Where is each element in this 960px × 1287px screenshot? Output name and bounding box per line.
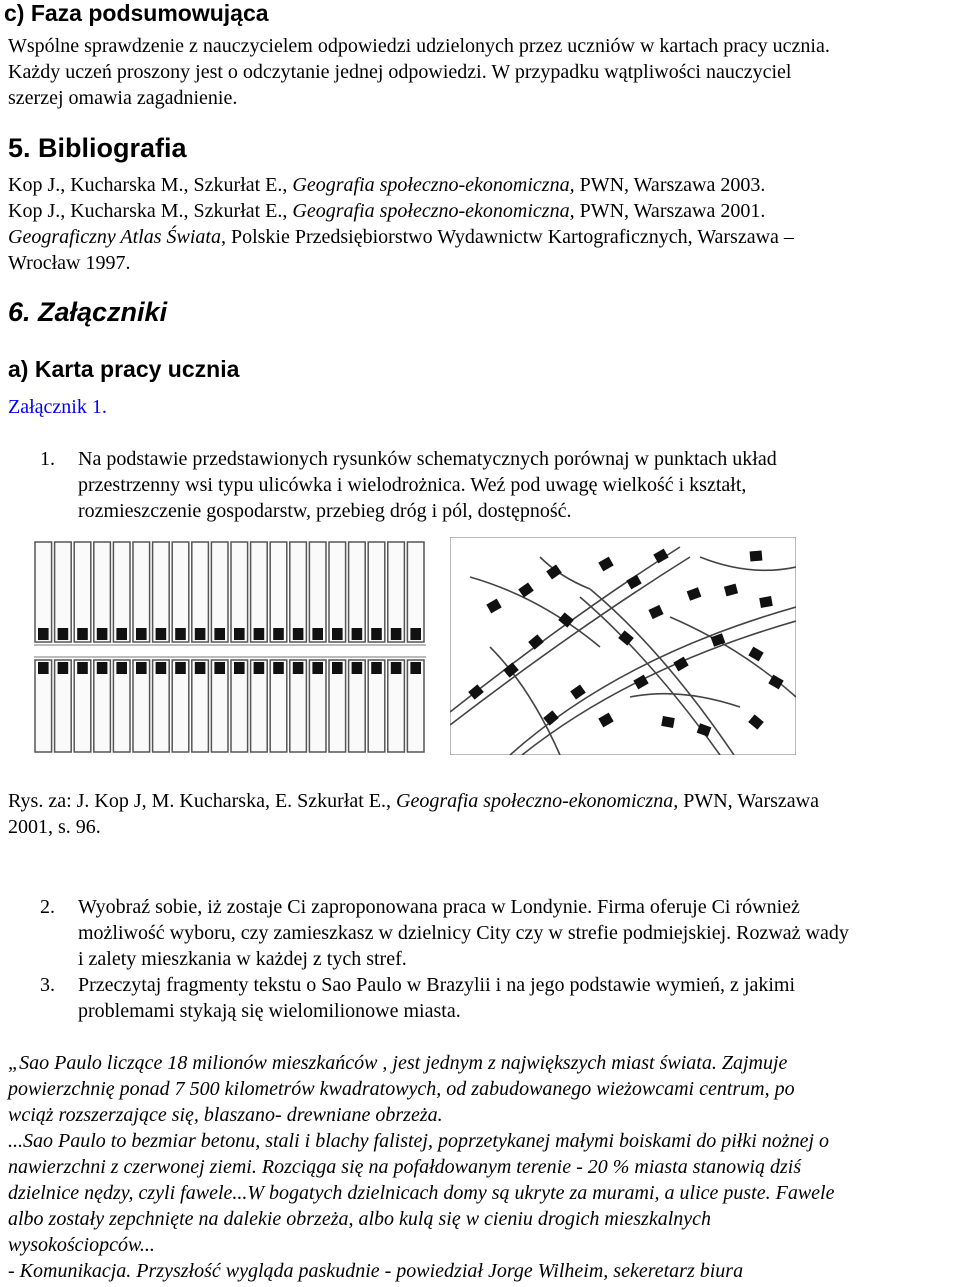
field-strip [309,542,326,642]
farmstead [410,662,421,674]
field-strip [329,542,346,642]
farmstead [136,628,147,640]
bibliography-atlas-rest: , Polskie Przedsiębiorstwo Wydawnictw Kartograficznych, Warszawa – [220,226,794,248]
field-strip [270,542,287,642]
farmstead [391,628,402,640]
farmstead [254,628,265,640]
quote-line-9 [8,1258,743,1284]
farmstead [293,662,304,674]
bibliography-atlas-line-2: Wrocław 1997. [8,252,131,274]
task-1-line-2: przestrzenny wsi typu ulicówka i wielodrożnica. Weź pod uwagę wielkość i kształt, [78,474,747,496]
farmstead [234,662,245,674]
farmstead [175,662,186,674]
farmstead [58,662,69,674]
field-strip [192,542,209,642]
farmstead [156,628,167,640]
farmstead [58,628,69,640]
quote-line-7-text: albo zostały zepchnięte na dalekie obrzeża, albo kulą się w cieniu drogich mieszkalnych [8,1208,712,1230]
farmstead [254,662,265,674]
farmstead [371,662,382,674]
quote-line-5 [8,1154,801,1180]
section-c-heading: c) Faza podsumowująca [4,0,269,26]
section-c-line-1: Wspólne sprawdzenie z nauczycielem odpowiedzi udzielonych przez uczniów w kartach pracy ucznia. [8,35,830,57]
task-1-line-1: Na podstawie przedstawionych rysunków schematycznych porównaj w punktach układ [78,448,777,470]
task-2-line-1: Wyobraź sobie, iż zostaje Ci zaproponowana praca w Londynie. Firma oferuje Ci również [78,896,800,918]
bibliography-entry-2-rest: PWN, Warszawa 2001. [574,200,766,222]
quote-line-1-text: „Sao Paulo liczące 18 milionów mieszkańców , jest jednym z największych miast świata. Zajmuje [8,1052,788,1074]
farmstead [332,662,343,674]
task-1-number: 1. [40,448,55,470]
quote-line-8 [8,1232,155,1258]
farmstead [410,628,421,640]
farmstead [214,628,225,640]
farmstead [77,628,88,640]
field-strip [94,542,111,642]
bibliography-entry-1 [8,172,765,198]
farmstead [352,662,363,674]
field-strip [35,542,52,642]
farmstead [116,662,127,674]
farmstead [97,628,108,640]
attachments-heading [8,297,167,328]
task-2-line-2: możliwość wyboru, czy zamieszkasz w dzielnicy City czy w strefie podmiejskiej. Rozważ wady [78,922,849,944]
figure-caption-title: Geografia społeczno-ekonomiczna, [396,790,679,812]
ulicowka-village-diagram [34,540,426,754]
section-c-line-3: szerzej omawia zagadnienie. [8,87,238,109]
figure-caption-line-1 [8,788,819,814]
bibliography-entry-2-authors: Kop J., Kucharska M., Szkurłat E., [8,200,293,222]
quote-line-3 [8,1102,443,1128]
field-strip [231,542,248,642]
field-strip [349,542,366,642]
quote-line-6-text: dzielnice nędzy, czyli fawele...W bogatych dzielnicach domy są ukryte za murami, a ulice puste. Fawele [8,1182,835,1204]
farmstead [175,628,186,640]
quote-line-7 [8,1206,711,1232]
quote-line-4-text: ...Sao Paulo to bezmiar betonu, stali i blachy falistej, poprzetykanej małymi boiskami do piłki nożnej o [8,1130,830,1152]
task-3-line-2: problemami stykają się wielomilionowe miasta. [78,1000,461,1022]
task-1-line-3: rozmieszczenie gospodarstw, przebieg dróg i pól, dostępność. [78,500,572,522]
farmstead [352,628,363,640]
figure-caption-prefix: Rys. za: J. Kop J, M. Kucharska, E. Szkurłat E., [8,790,397,812]
quote-line-8-text: wysokościopców... [8,1234,155,1256]
quote-line-6 [8,1180,834,1206]
farmstead [312,628,323,640]
section-c-line-2: Każdy uczeń proszony jest o odczytanie jednej odpowiedzi. W przypadku wątpliwości nauczyciel [8,61,792,83]
farmstead [97,662,108,674]
field-strip [290,542,307,642]
field-strip [55,542,72,642]
quote-line-2 [8,1076,795,1102]
bibliography-atlas-title: Geograficzny Atlas Świata [8,226,221,248]
farmstead [371,628,382,640]
farmstead [234,628,245,640]
field-strip [211,542,228,642]
farmstead [273,628,284,640]
figure-caption-rest: PWN, Warszawa [678,790,819,812]
task-3-line-1: Przeczytaj fragmenty tekstu o Sao Paulo w Brazylii i na jego podstawie wymień, z jakimi [78,974,796,996]
farmstead [332,628,343,640]
field-strip [251,542,268,642]
farmstead [195,662,206,674]
farmstead [38,628,49,640]
quote-line-3-text: wciąż rozszerzające się, blaszano- drewniane obrzeża. [8,1104,443,1126]
farmstead [214,662,225,674]
farmstead [116,628,127,640]
field-strip [153,542,170,642]
quote-line-9-text: - Komunikacja. Przyszłość wygląda paskudnie - powiedział Jorge Wilheim, sekeretarz biura [8,1260,744,1282]
farmstead [195,628,206,640]
field-strip [113,542,130,642]
worksheet-heading: a) Karta pracy ucznia [8,356,240,382]
farmstead [77,662,88,674]
field-strip [388,542,405,642]
bibliography-entry-2-title: Geografia społeczno-ekonomiczna, [292,200,575,222]
bibliography-entry-1-title: Geografia społeczno-ekonomiczna, [292,174,575,196]
bibliography-atlas-line-1 [8,224,794,250]
quote-line-5-text: nawierzchni z czerwonej ziemi. Rozciąga się na pofałdowanym terenie - 20 % miasta stanowią dziś [8,1156,802,1178]
field-strip [172,542,189,642]
attachment-label: Załącznik 1. [8,396,107,418]
task-2-number: 2. [40,896,55,918]
bibliography-entry-2 [8,198,765,224]
task-2-line-3: i zalety mieszkania w każdej z tych stref. [78,948,407,970]
field-strip [133,542,150,642]
farmstead [391,662,402,674]
farmstead [273,662,284,674]
wielodroznica-village-diagram [450,537,796,755]
task-3-number: 3. [40,974,55,996]
field-strip [368,542,385,642]
field-strip [74,542,91,642]
bibliography-entry-1-authors: Kop J., Kucharska M., Szkurłat E., [8,174,293,196]
field-strip [407,542,424,642]
farmstead [38,662,49,674]
quote-line-1 [8,1050,787,1076]
bibliography-entry-1-rest: PWN, Warszawa 2003. [574,174,766,196]
attachments-heading-text: 6. Załączniki [8,297,168,327]
figure-caption-line-2: 2001, s. 96. [8,816,101,838]
bibliography-heading: 5. Bibliografia [8,133,187,163]
farmstead [293,628,304,640]
farmstead [156,662,167,674]
quote-line-2-text: powierzchnię ponad 7 500 kilometrów kwadratowych, od zabudowanego wieżowcami centrum, po [8,1078,795,1100]
quote-line-4 [8,1128,829,1154]
farmstead [312,662,323,674]
farmstead [136,662,147,674]
